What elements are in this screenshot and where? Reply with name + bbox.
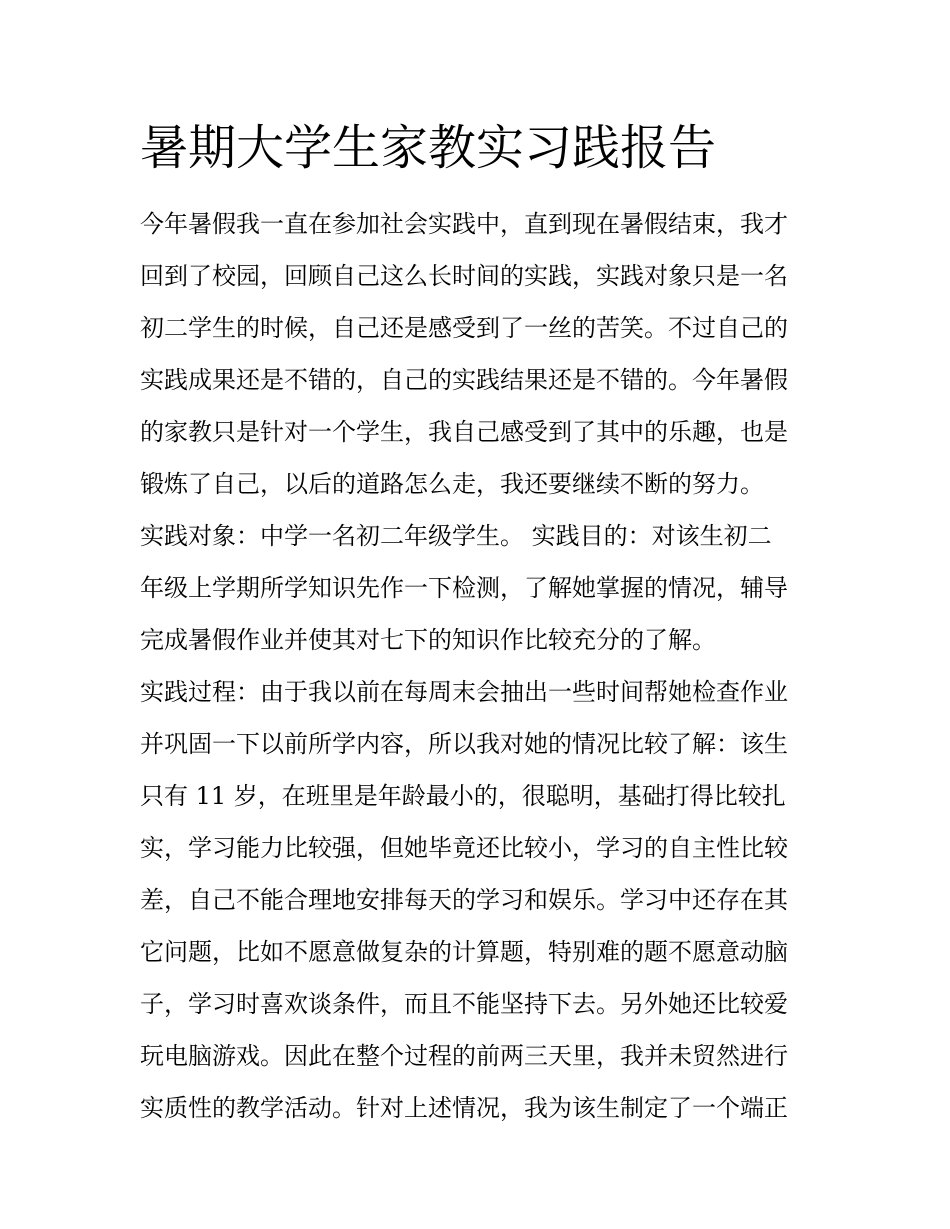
body-line: 它问题，比如不愿意做复杂的计算题，特别难的题不愿意动脑 xyxy=(140,938,788,966)
document-title: 暑期大学生家教实习践报告 xyxy=(140,120,717,176)
body-line: 完成暑假作业并使其对七下的知识作比较充分的了解。 xyxy=(140,626,716,654)
body-line: 实践过程：由于我以前在每周末会抽出一些时间帮她检查作业 xyxy=(140,678,788,706)
body-line: 今年暑假我一直在参加社会实践中，直到现在暑假结束，我才 xyxy=(140,210,788,238)
body-line: 的家教只是针对一个学生，我自己感受到了其中的乐趣，也是 xyxy=(140,418,788,446)
document-body xyxy=(140,198,840,1134)
body-line: 实践成果还是不错的，自己的实践结果还是不错的。今年暑假 xyxy=(140,366,788,394)
body-line: 初二学生的时候，自己还是感受到了一丝的苦笑。不过自己的 xyxy=(140,314,788,342)
body-line: 年级上学期所学知识先作一下检测，了解她掌握的情况，辅导 xyxy=(140,574,788,602)
body-line: 实质性的教学活动。针对上述情况，我为该生制定了一个端正 xyxy=(140,1094,788,1122)
body-line: 子，学习时喜欢谈条件，而且不能坚持下去。另外她还比较爱 xyxy=(140,990,788,1018)
body-line: 回到了校园，回顾自己这么长时间的实践，实践对象只是一名 xyxy=(140,262,788,290)
body-line: 只有 11 岁，在班里是年龄最小的，很聪明，基础打得比较扎 xyxy=(140,782,786,810)
body-line: 玩电脑游戏。因此在整个过程的前两三天里，我并未贸然进行 xyxy=(140,1042,788,1070)
body-line: 实，学习能力比较强，但她毕竟还比较小，学习的自主性比较 xyxy=(140,834,788,862)
body-line: 实践对象：中学一名初二年级学生。 实践目的：对该生初二 xyxy=(140,522,772,550)
body-line: 差，自己不能合理地安排每天的学习和娱乐。学习中还存在其 xyxy=(140,886,788,914)
body-line: 锻炼了自己，以后的道路怎么走，我还要继续不断的努力。 xyxy=(140,470,764,498)
body-line: 并巩固一下以前所学内容，所以我对她的情况比较了解：该生 xyxy=(140,730,788,758)
